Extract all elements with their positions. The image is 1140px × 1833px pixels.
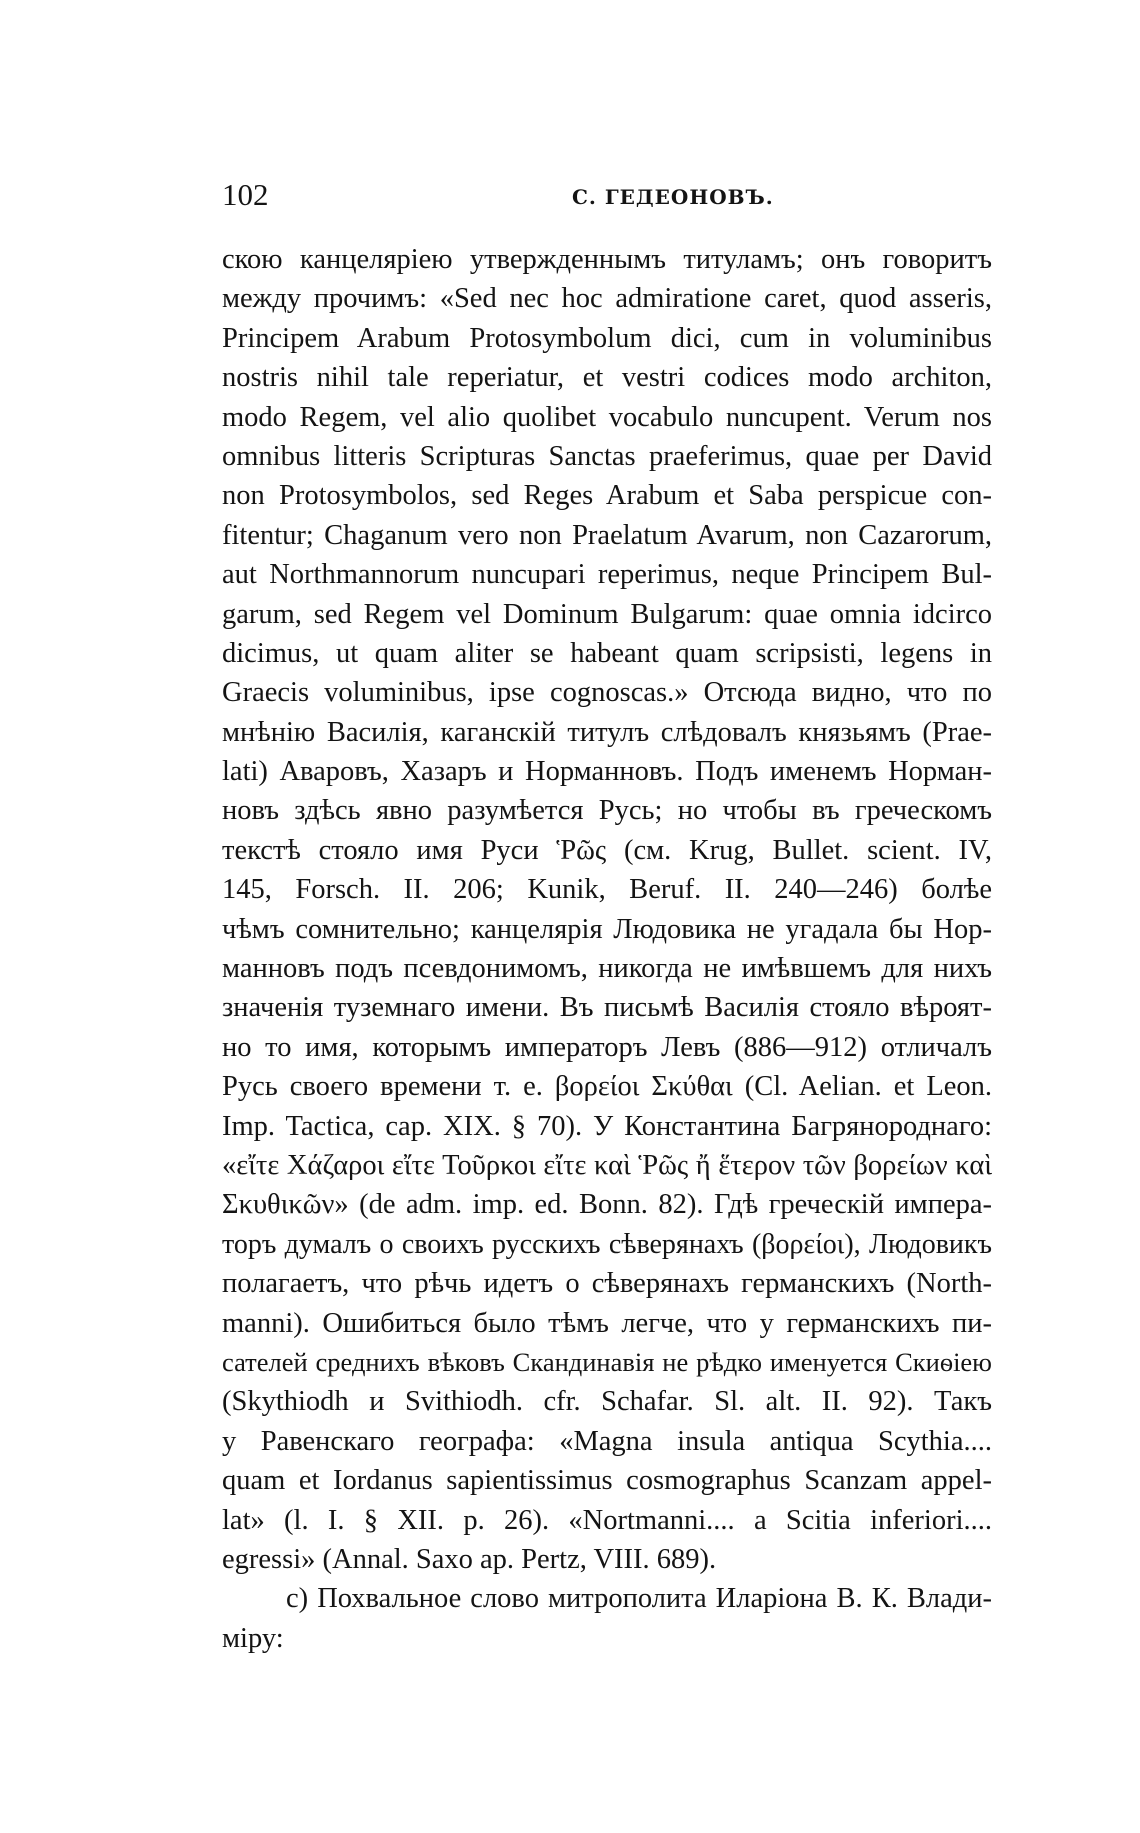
page-number: 102 (222, 177, 269, 212)
text-line: egressi» (Annal. Saxo ap. Pertz, VIII. 689). (222, 1543, 717, 1575)
text-line: fitentur; Chaganum vero non Praelatum Avarum, non Cazarorum, (222, 519, 992, 551)
text-line: dicimus, ut quam aliter se habeant quam scripsisti, legens in (222, 637, 992, 669)
text-line: quam et Iordanus sapientissimus cosmographus Scanzam appel- (222, 1465, 992, 1497)
text-line: manni). Ошибиться было тѣмъ легче, что у германскихъ пи- (222, 1307, 992, 1339)
text-line: міру: (222, 1622, 284, 1654)
text-line: c) Похвальное слово митрополита Иларіона В. К. Влади- (286, 1583, 992, 1615)
text-line: Principem Arabum Protosymbolum dici, cum in voluminibus (222, 322, 992, 354)
text-line: non Protosymbolos, sed Reges Arabum et Saba perspicue con- (222, 480, 992, 512)
text-line: lati) Аваровъ, Хазаръ и Норманновъ. Подъ именемъ Норман- (222, 756, 992, 788)
text-line: aut Northmannorum nuncupari reperimus, neque Principem Bul- (222, 559, 992, 591)
text-line: 145, Forsch. II. 206; Kunik, Beruf. II. 240—246) болѣе (222, 874, 992, 906)
text-line: торъ думалъ о своихъ русскихъ сѣверянахъ (βορείοι), Людовикъ (222, 1228, 992, 1260)
text-line: nostris nihil tale reperiatur, et vestri codices modo architon, (222, 362, 992, 394)
text-line: сателей среднихъ вѣковъ Скандинавія не рѣдко именуется Скиѳіею (222, 1346, 992, 1377)
text-line: lat» (l. I. § XII. p. 26). «Nortmanni.... a Scitia inferiori.... (222, 1504, 992, 1536)
text-line: новъ здѣсь явно разумѣется Русь; но чтобы въ греческомъ (222, 795, 992, 827)
page-header (222, 175, 992, 215)
text-line: Imp. Tactica, cap. XIX. § 70). У Константина Багрянороднаго: (222, 1110, 992, 1142)
text-line: Русь своего времени т. е. βορείοι Σκύθαι (Cl. Aelian. et Leon. (222, 1071, 992, 1103)
running-head: С. ГЕДЕОНОВЪ. (572, 185, 774, 209)
text-line: Graecis voluminibus, ipse cognoscas.» Отсюда видно, что по (222, 677, 992, 709)
text-line: garum, sed Regem vel Dominum Bulgarum: quae omnia idcirco (222, 598, 992, 630)
text-line: у Равенскаго географа: «Magna insula antiqua Scythia.... (222, 1425, 992, 1457)
text-line: между прочимъ: «Sed nec hoc admiratione caret, quod asseris, (222, 283, 992, 315)
text-line: скою канцеляріею утвержденнымъ титуламъ; онъ говоритъ (222, 244, 992, 275)
text-line: полагаетъ, что рѣчь идетъ о сѣверянахъ германскихъ (North- (222, 1268, 992, 1300)
body-text (222, 240, 992, 1658)
text-line: мнѣнію Василія, каганскій титулъ слѣдовалъ князьямъ (Prae- (222, 716, 992, 748)
text-line: «εἴτε Χάζαροι εἴτε Τοῦρκοι εἴτε καὶ Ῥῶς ἤ ἕτερον τῶν βορείων καὶ (222, 1149, 992, 1181)
text-line: modo Regem, vel alio quolibet vocabulo nuncupent. Verum nos (222, 401, 992, 433)
text-line: Σκυθικῶν» (de adm. imp. ed. Bonn. 82). Гдѣ греческій импера- (222, 1189, 992, 1221)
text-line: (Skythiodh и Svithiodh. cfr. Schafar. Sl. alt. II. 92). Такъ (222, 1386, 992, 1418)
text-line: манновъ подъ псевдонимомъ, никогда не имѣвшемъ для нихъ (222, 953, 992, 985)
text-line: текстѣ стояло имя Руси Ῥῶς (см. Krug, Bullet. scient. IV, (222, 834, 992, 866)
text-line: но то имя, которымъ императоръ Левъ (886—912) отличалъ (222, 1031, 992, 1063)
text-line: omnibus litteris Scripturas Sanctas praeferimus, quae per David (222, 440, 992, 472)
text-line: значенія туземнаго имени. Въ письмѣ Василія стояло вѣроят- (222, 992, 992, 1024)
text-line: чѣмъ сомнительно; канцелярія Людовика не угадала бы Нор- (222, 913, 992, 945)
